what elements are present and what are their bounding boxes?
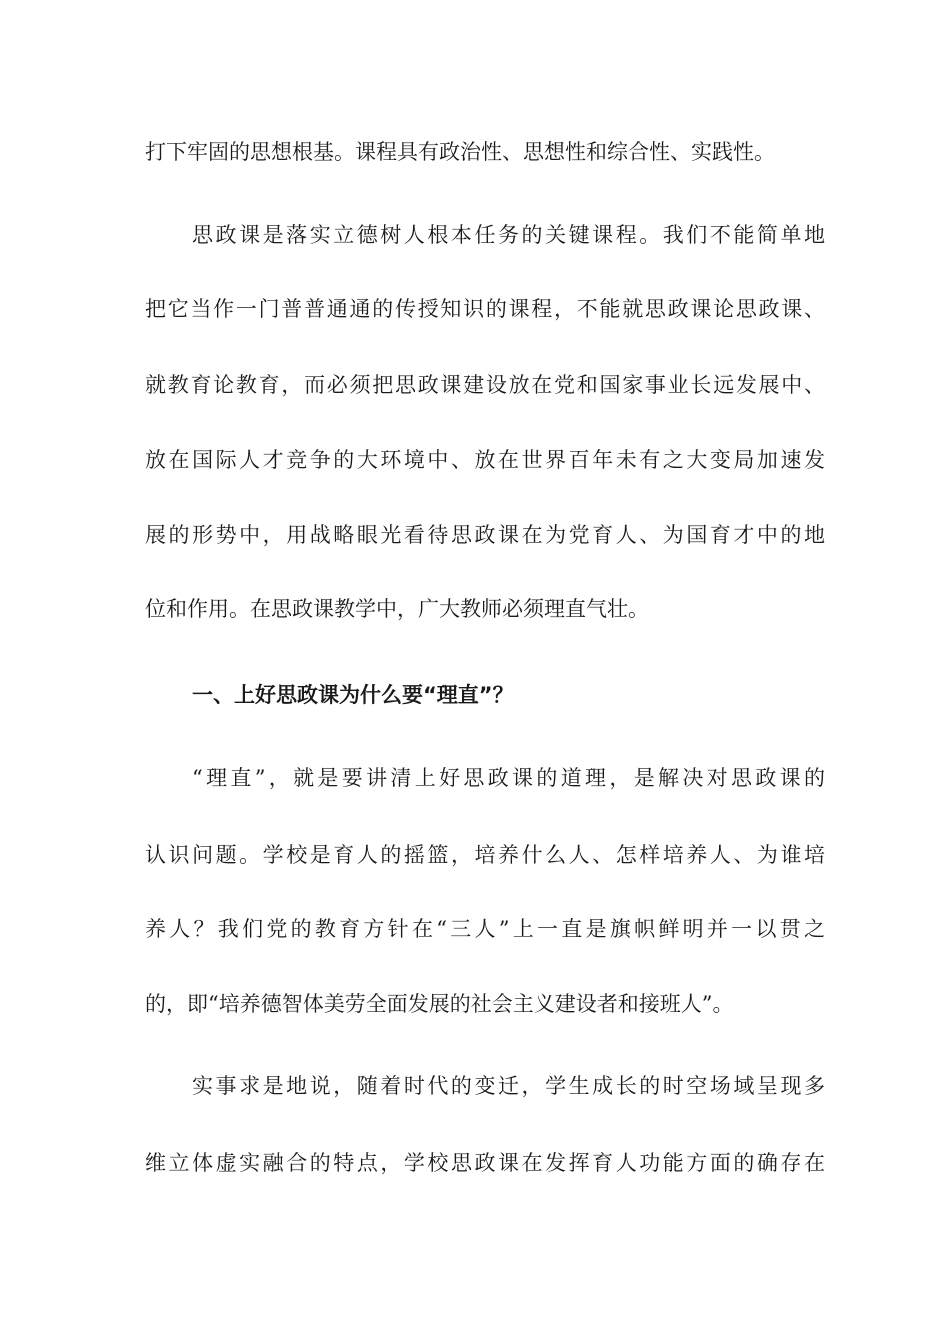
paragraph-line: “理直”，就是要讲清上好思政课的道理，是解决对思政课的 [192, 766, 825, 790]
section-heading: 一、上好思政课为什么要“理直”？ [192, 683, 514, 707]
paragraph-line: 位和作用。在思政课教学中，广大教师必须理直气壮。 [145, 597, 649, 621]
paragraph-line: 打下牢固的思想根基。课程具有政治性、思想性和综合性、实践性。 [145, 140, 775, 164]
paragraph-line: 维立体虚实融合的特点，学校思政课在发挥育人功能方面的确存在 [145, 1151, 825, 1175]
paragraph-line: 养人？我们党的教育方针在“三人”上一直是旗帜鲜明并一以贯之 [145, 917, 825, 941]
paragraph-line: 实事求是地说，随着时代的变迁，学生成长的时空场域呈现多 [192, 1074, 825, 1098]
paragraph-line: 就教育论教育，而必须把思政课建设放在党和国家事业长远发展中、 [145, 373, 825, 397]
paragraph-line: 把它当作一门普普通通的传授知识的课程，不能就思政课论思政课、 [145, 297, 825, 321]
paragraph-line: 展的形势中，用战略眼光看待思政课在为党育人、为国育才中的地 [145, 523, 825, 547]
paragraph-line: 认识问题。学校是育人的摇篮，培养什么人、怎样培养人、为谁培 [145, 843, 825, 867]
paragraph-line: 的，即“培养德智体美劳全面发展的社会主义建设者和接班人”。 [145, 992, 734, 1016]
paragraph-line: 放在国际人才竞争的大环境中、放在世界百年未有之大变局加速发 [145, 448, 825, 472]
paragraph-line: 思政课是落实立德树人根本任务的关键课程。我们不能简单地 [192, 223, 825, 247]
